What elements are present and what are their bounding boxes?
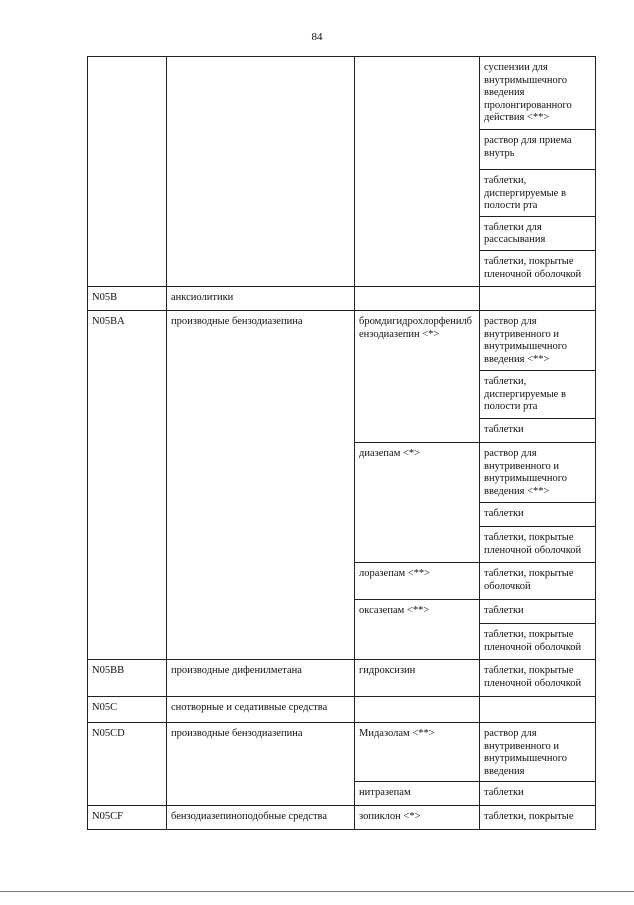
drug-name-cell: нитразепам xyxy=(355,782,480,806)
pharm-group-cell: производные дифенилметана xyxy=(167,659,355,696)
drug-name-cell: бромдигидрохлорфенилб ензодиазепин <*> xyxy=(355,310,480,442)
table-row xyxy=(88,310,596,370)
dosage-form-cell: раствор для внутривенного и внутримышечного введения <**> xyxy=(480,442,596,502)
pharm-group-cell: бензодиазепиноподобные средства xyxy=(167,806,355,830)
drug-name-cell: лоразепам <**> xyxy=(355,562,480,599)
page-number: 84 xyxy=(311,31,323,43)
pharm-group-cell: производные бензодиазепина xyxy=(167,310,355,659)
atc-code-cell: N05C xyxy=(88,696,167,722)
table-row xyxy=(88,659,596,696)
dosage-form-cell: таблетки xyxy=(480,599,596,623)
dosage-form-cell: таблетки для рассасывания xyxy=(480,216,596,250)
atc-code-cell: N05CF xyxy=(88,806,167,830)
dosage-form-cell xyxy=(480,696,596,722)
pharm-group-cell: снотворные и седативные средства xyxy=(167,696,355,722)
pharm-group-cell: анксиолитики xyxy=(167,286,355,310)
dosage-form-cell xyxy=(480,286,596,310)
dosage-form-cell: суспензии для внутримышечного введения пролонгированного действия <**> xyxy=(480,57,596,130)
dosage-form-cell: таблетки, диспергируемые в полости рта xyxy=(480,370,596,418)
atc-code-cell: N05BB xyxy=(88,659,167,696)
table-row xyxy=(88,806,596,830)
drug-name-cell xyxy=(355,57,480,287)
dosage-form-cell: таблетки, покрытые пленочной оболочкой xyxy=(480,659,596,696)
atc-code-cell: N05B xyxy=(88,286,167,310)
table-row xyxy=(88,286,596,310)
dosage-form-cell: таблетки, покрытые xyxy=(480,806,596,830)
dosage-form-cell: таблетки, покрытые пленочной оболочкой xyxy=(480,623,596,659)
dosage-form-cell: таблетки, покрытые пленочной оболочкой xyxy=(480,526,596,562)
dosage-form-cell: таблетки xyxy=(480,782,596,806)
drug-name-cell xyxy=(355,286,480,310)
atc-code-cell: N05BA xyxy=(88,310,167,659)
table-row xyxy=(88,57,596,130)
pharm-group-cell xyxy=(167,57,355,287)
dosage-form-cell: раствор для приема внутрь xyxy=(480,130,596,170)
dosage-form-cell: раствор для внутривенного и внутримышечного введения xyxy=(480,722,596,781)
drug-name-cell: зопиклон <*> xyxy=(355,806,480,830)
drug-list-table xyxy=(87,56,596,830)
drug-name-cell: Мидазолам <**> xyxy=(355,722,480,781)
drug-name-cell: гидроксизин xyxy=(355,659,480,696)
dosage-form-cell: таблетки xyxy=(480,502,596,526)
pharm-group-cell: производные бензодиазепина xyxy=(167,722,355,805)
atc-code-cell xyxy=(88,57,167,287)
dosage-form-cell: таблетки xyxy=(480,418,596,442)
drug-name-cell xyxy=(355,696,480,722)
dosage-form-cell: таблетки, диспергируемые в полости рта xyxy=(480,170,596,217)
dosage-form-cell: таблетки, покрытые оболочкой xyxy=(480,562,596,599)
drug-name-cell: диазепам <*> xyxy=(355,442,480,562)
atc-code-cell: N05CD xyxy=(88,722,167,805)
table-row xyxy=(88,722,596,781)
dosage-form-cell: раствор для внутривенного и внутримышечного введения <**> xyxy=(480,310,596,370)
page-bottom-edge xyxy=(0,891,634,892)
table-row xyxy=(88,696,596,722)
dosage-form-cell: таблетки, покрытые пленочной оболочкой xyxy=(480,250,596,286)
drug-name-cell: оксазепам <**> xyxy=(355,599,480,659)
